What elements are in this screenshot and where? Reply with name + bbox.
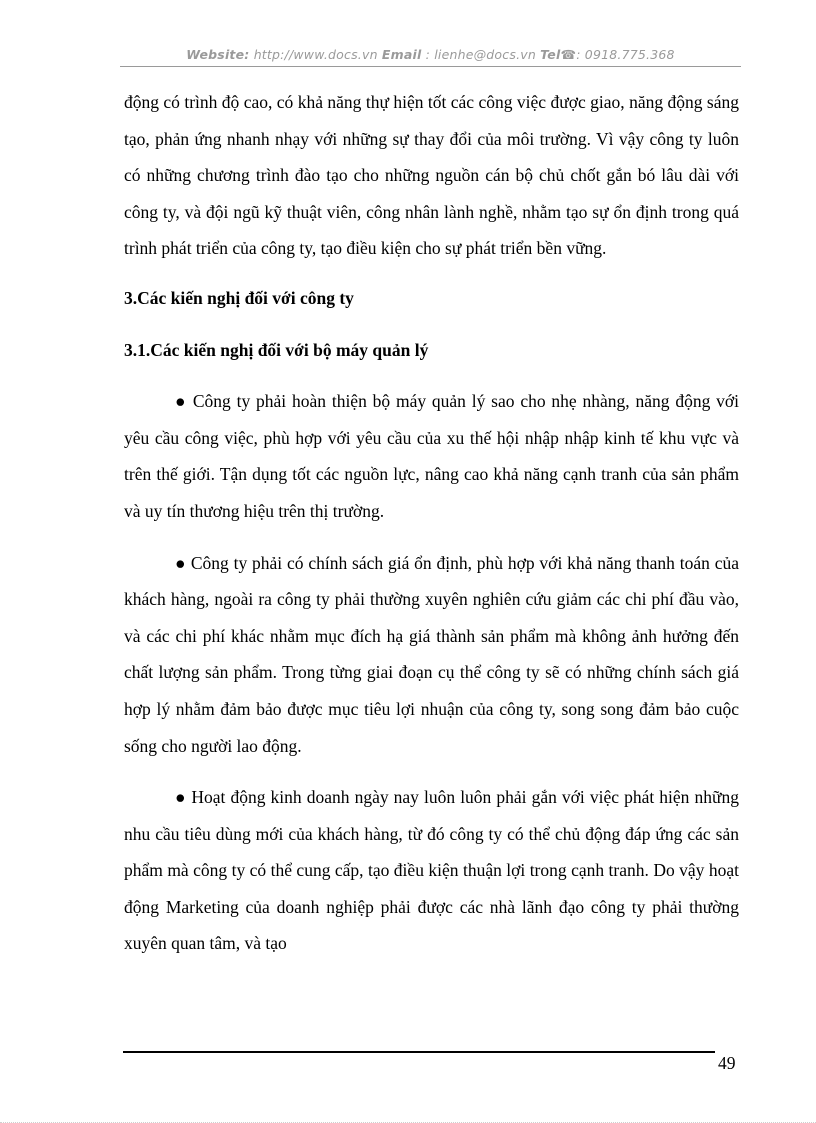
tel-label: Tel — [540, 47, 561, 62]
website-url[interactable]: http://www.docs.vn — [253, 47, 378, 62]
website-label: Website: — [186, 47, 250, 62]
tel-value: : 0918.775.368 — [576, 47, 675, 62]
bullet-icon: ● — [175, 787, 187, 808]
bullet-paragraph — [124, 779, 739, 962]
intro-paragraph: động có trình độ cao, có khả năng thự hiện tốt các công việc được giao, năng động sáng tạo, phản ứng nhanh nhạy với những sự thay đổi của môi trường. Vì vậy công ty luôn có những chương trình đào tạo cho những nguồn cán bộ chủ chốt gắn bó lâu dài với công ty, và đội ngũ kỹ thuật viên, công nhân lành nghề, nhằm tạo sự ổn định trong quá trình phát triển của công ty, tạo điều kiện cho sự phát triển bền vững. — [124, 92, 739, 259]
section-heading: 3.Các kiến nghị đối với công ty — [124, 287, 354, 308]
bullet-paragraph — [124, 545, 739, 765]
header-divider — [120, 66, 741, 67]
email-value[interactable]: : lienhe@docs.vn — [425, 47, 536, 62]
phone-icon: ☎ — [560, 47, 577, 62]
email-label: Email — [381, 47, 422, 62]
bullet-text: Công ty phải có chính sách giá ổn định, phù hợp với khả năng thanh toán của khách hàng, ngoài ra công ty phải thường xuyên nghiên cứu giảm các chi phí đầu vào, và các chi phí khác nhằm mục đích hạ giá thành sản phẩm mà không ảnh hưởng đến chất lượng sản phẩm. Trong từng giai đoạn cụ thể công ty sẽ có những chính sách giá hợp lý nhằm đảm bảo được mục tiêu lợi nhuận của công ty, song song đảm bảo cuộc sống cho người lao động. — [124, 552, 739, 756]
page-header — [120, 47, 741, 62]
bullet-text: Hoạt động kinh doanh ngày nay luôn luôn phải gắn với việc phát hiện những nhu cầu tiêu dùng mới của khách hàng, từ đó công ty có thể chủ động đáp ứng các sản phẩm mà công ty có thể cung cấp, tạo điều kiện thuận lợi trong cạnh tranh. Do vậy hoạt động Marketing của doanh nghiệp phải được các nhà lãnh đạo công ty phải thường xuyên quan tâm, và tạo — [124, 787, 739, 954]
footer-divider — [123, 1051, 715, 1053]
subsection-heading: 3.1.Các kiến nghị đối với bộ máy quản lý — [124, 339, 429, 360]
bullet-paragraph — [124, 383, 739, 529]
page-body — [124, 84, 739, 962]
page-number: 49 — [718, 1053, 736, 1073]
bullet-icon: ● — [175, 391, 188, 412]
bullet-text: Công ty phải hoàn thiện bộ máy quản lý sao cho nhẹ nhàng, năng động với yêu cầu công việc, phù hợp với yêu cầu của xu thế hội nhập nhập kinh tế khu vực và trên thế giới. Tận dụng tốt các nguồn lực, nâng cao khả năng cạnh tranh của sản phẩm và uy tín thương hiệu trên thị trường. — [124, 391, 740, 521]
bullet-icon: ● — [175, 552, 187, 573]
